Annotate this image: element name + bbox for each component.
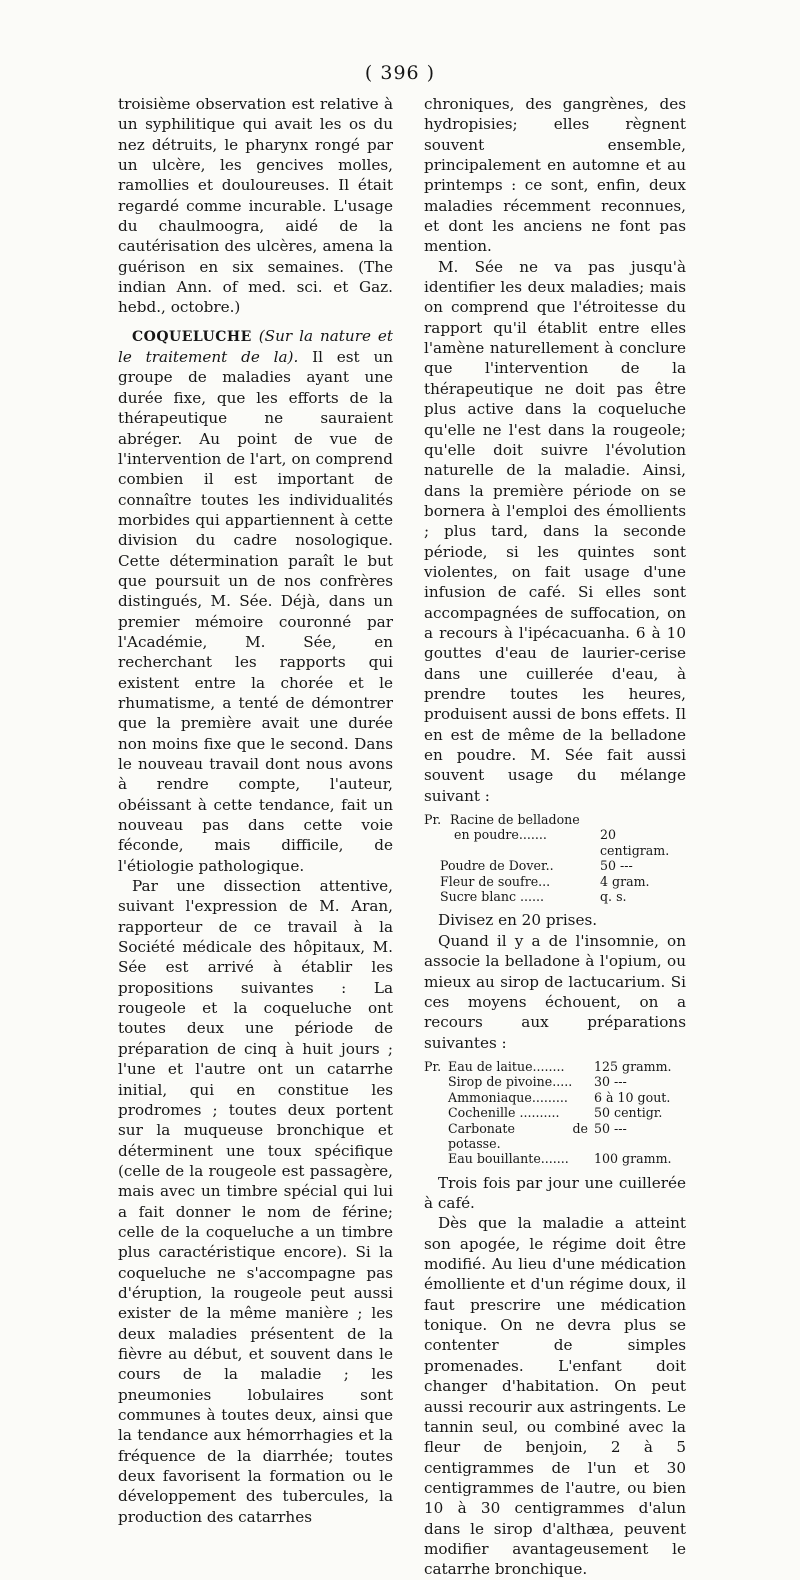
recipe-row bbox=[424, 1059, 686, 1074]
recipe-row bbox=[424, 812, 686, 827]
recipe-ingredient: Eau de laitue........ bbox=[448, 1058, 565, 1074]
paragraph-insomnie: Quand il y a de l'insomnie, on associe la belladone à l'opium, ou mieux au sirop de lactucarium. Si ces moyens échouent, on a recours aux préparations suivantes : bbox=[424, 931, 686, 1052]
recipe-ingredient: Sirop de pivoine..... bbox=[448, 1074, 573, 1090]
recipe-belladone bbox=[424, 812, 686, 904]
recipe-row bbox=[424, 889, 686, 904]
paragraph-see: M. Sée ne va pas jusqu'à identifier les deux maladies; mais on comprend que l'étroitesse du rapport qu'il établit entre elles l'amène naturellement à conclure que l'intervention de la thérapeutique ne doit pas être plus active dans la coqueluche qu'elle ne l'est dans la rougeole; qu'elle doit suivre l'évolution naturelle de la maladie. Ainsi, dans la première période on se bornera à l'emploi des émollients ; plus tard, dans la seconde période, si les quintes sont violentes, on fait usage d'une infusion de café. Si elles sont accompagnées de suffocation, on a recours à l'ipécacuanha. 6 à 10 gouttes d'eau de laurier-cerise dans une cuillerée d'eau, à prendre toutes les heures, produisent aussi de bons effets. Il en est de même de la belladone en poudre. M. Sée fait aussi souvent usage du mélange suivant : bbox=[424, 257, 686, 805]
recipe-row bbox=[424, 1121, 686, 1152]
recipe-quantity: 50 --- bbox=[594, 1120, 627, 1136]
recipe-quantity: 50 --- bbox=[600, 858, 633, 874]
recipe-ingredient: Sucre blanc ...... bbox=[440, 889, 545, 905]
recipe-quantity: 20 centigram. bbox=[600, 827, 670, 858]
recipe-ingredient: Eau bouillante....... bbox=[448, 1151, 569, 1167]
recipe-ingredient: Poudre de Dover.. bbox=[440, 858, 554, 874]
recipe-quantity: 6 à 10 gout. bbox=[594, 1089, 671, 1105]
recipe-quantity: 125 gramm. bbox=[594, 1058, 672, 1074]
recipe-row bbox=[424, 1105, 686, 1120]
recipe-quantity: 4 gram. bbox=[600, 873, 650, 889]
paragraph-trois-fois: Trois fois par jour une cuillerée à café. bbox=[424, 1173, 686, 1213]
recipe-ingredient: Fleur de soufre... bbox=[440, 873, 551, 889]
left-column bbox=[118, 94, 393, 1527]
paragraph-coqueluche bbox=[118, 326, 393, 876]
paragraph-chroniques: chroniques, des gangrènes, des hydropisies; elles règnent souvent ensemble, principalement en automne et au printemps : ce sont, enfin, deux maladies récemment reconnues, et dont les anciens ne font pas mention. bbox=[424, 95, 686, 256]
recipe-quantity: 30 --- bbox=[594, 1074, 627, 1090]
recipe-ingredient: en poudre....... bbox=[454, 827, 547, 843]
recipe-row bbox=[424, 1074, 686, 1089]
right-column bbox=[424, 94, 686, 1580]
section-heading: COQUELUCHE bbox=[132, 328, 252, 345]
recipe-row bbox=[424, 1090, 686, 1105]
paragraph-prises: Divisez en 20 prises. bbox=[438, 911, 598, 930]
page-number: ( 396 ) bbox=[364, 62, 436, 84]
recipe-laitue bbox=[424, 1059, 686, 1167]
recipe-ingredient: Cochenille .......... bbox=[448, 1105, 560, 1121]
recipe-row bbox=[424, 858, 686, 873]
paragraph-chaulmoogra: troisième observation est relative à un syphilitique qui avait les os du nez détruits, le pharynx rongé par un ulcère, les gencives molles, ramollies et douloureuses. Il était regardé comme incurable. L'usage du chaulmoogra, aidé de la cautérisation des ulcères, amena la guérison en six semaines. (The indian Ann. of med. sci. et Gaz. hebd., octobre.) bbox=[118, 95, 393, 317]
paragraph-propositions: Par une dissection attentive, suivant l'expression de M. Aran, rapporteur de ce travail à la Société médicale des hôpitaux, M. Sée est arrivé à établir les propositions suivantes : La rougeole et la coqueluche ont toutes deux une période de préparation de cinq à huit jours ; l'une et l'autre ont un catarrhe initial, qui en constitue les prodromes ; toutes deux portent sur la muqueuse bronchique et déterminent une toux spécifique (celle de la rougeole est passagère, mais avec un timbre spécial qui lui a fait donner le nom de férine; celle de la coqueluche a un timbre plus caractéristique encore). Si la coqueluche ne s'accompagne pas d'éruption, la rougeole peut aussi exister de la même manière ; les deux maladies présentent de la fièvre au début, et souvent dans le cours de la maladie ; les pneumonies lobulaires sont communes à toutes deux, ainsi que la tendance aux hémorrhagies et la fréquence de la diarrhée; toutes deux favorisent la formation ou le développement des tubercules, la production des catarrhes bbox=[118, 877, 393, 1526]
recipe-row bbox=[424, 874, 686, 889]
section-body: Il est un groupe de maladies ayant une durée fixe, que les efforts de la thérapeutique ne sauraient abréger. Au point de vue de l'intervention de l'art, on comprend combien il est important de connaître toutes les individualités morbides qui appartiennent à cette division du cadre nosologique. Cette détermination paraît le but que poursuit un de nos confrères distingués, M. Sée. Déjà, dans un premier mémoire couronné par l'Académie, M. Sée, en recherchant les rapports qui existent entre la chorée et le rhumatisme, a tenté de démontrer que la première avait une durée non moins fixe que le second. Dans le nouveau travail dont nous avons à rendre compte, l'auteur, obéissant à cette tendance, fait un nouveau pas dans cette voie féconde, mais difficile, de l'étiologie pathologique. bbox=[118, 348, 394, 875]
recipe-prefix: Pr. bbox=[424, 1058, 442, 1074]
recipe-row bbox=[424, 827, 686, 858]
section-subtitle: (Sur la nature et le traitement de la). bbox=[118, 326, 394, 367]
recipe-ingredient: Racine de belladone bbox=[450, 812, 580, 828]
recipe-ingredient: Ammoniaque......... bbox=[448, 1089, 568, 1105]
recipe-ingredient: Carbonate de potasse. bbox=[448, 1120, 588, 1151]
recipe-quantity: q. s. bbox=[600, 889, 627, 905]
paragraph-apogee: Dès que la maladie a atteint son apogée, le régime doit être modifié. Au lieu d'une médication émolliente et d'un régime doux, il faut prescrire une médication tonique. On ne devra plus se contenter de simples promenades. L'enfant doit changer d'habitation. On peut aussi recourir aux astringents. Le tannin seul, ou combiné avec la fleur de benjoin, 2 à 5 centigrammes de l'un et 30 centigrammes de l'autre, ou bien 10 à 30 centigrammes d'alun dans le sirop d'althæa, peuvent modifier avantageusement le catarrhe bronchique. bbox=[424, 1214, 686, 1579]
recipe-row bbox=[424, 1151, 686, 1166]
recipe-quantity: 50 centigr. bbox=[594, 1105, 663, 1121]
recipe-prefix: Pr. bbox=[424, 812, 442, 828]
recipe-quantity: 100 gramm. bbox=[594, 1151, 672, 1167]
